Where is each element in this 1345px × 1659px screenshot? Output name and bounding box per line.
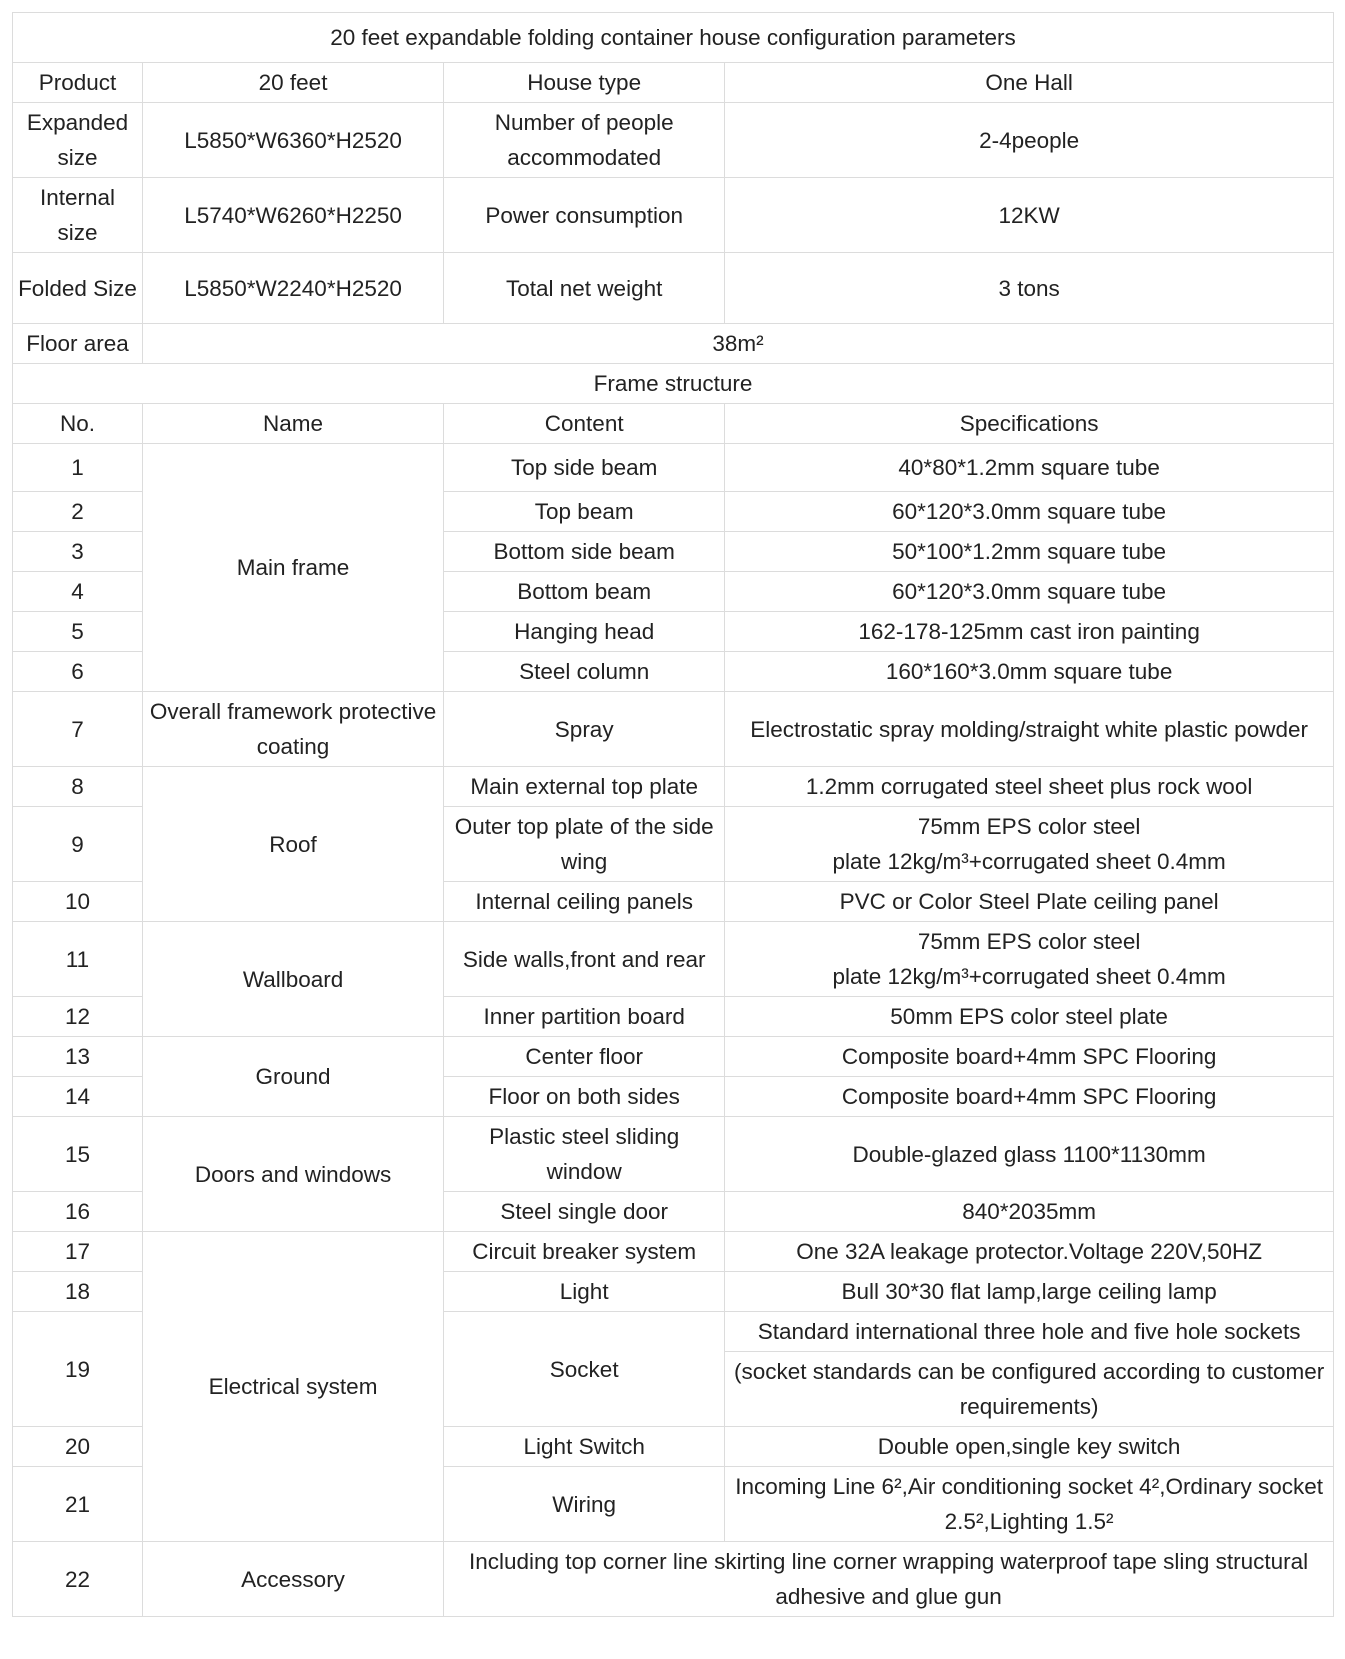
row-number: 22 — [13, 1542, 143, 1617]
config-table — [12, 12, 1334, 1617]
row-spec: Incoming Line 6²,Air conditioning socket 4²,Ordinary socket 2.5²,Lighting 1.5² — [725, 1467, 1334, 1542]
row-spec: 50*100*1.2mm square tube — [725, 532, 1334, 572]
weight-label: Total net weight — [444, 253, 725, 324]
row-content: Light Switch — [444, 1427, 725, 1467]
row-content: Wiring — [444, 1467, 725, 1542]
row-number: 19 — [13, 1312, 143, 1427]
row-spec: 160*160*3.0mm square tube — [725, 652, 1334, 692]
row-spec: (socket standards can be configured according to customer requirements) — [725, 1352, 1334, 1427]
product-label: Product — [13, 63, 143, 103]
product-value: 20 feet — [142, 63, 443, 103]
row-spec: Electrostatic spray molding/straight white plastic powder — [725, 692, 1334, 767]
expanded-size-value: L5850*W6360*H2520 — [142, 103, 443, 178]
row-content: Steel single door — [444, 1192, 725, 1232]
config-row — [13, 324, 1334, 364]
row-number: 3 — [13, 532, 143, 572]
row-spec — [725, 807, 1334, 882]
row-number: 4 — [13, 572, 143, 612]
row-content: Spray — [444, 692, 725, 767]
row-content: Bottom beam — [444, 572, 725, 612]
table-row — [13, 1232, 1334, 1272]
row-content: Hanging head — [444, 612, 725, 652]
table-row — [13, 444, 1334, 492]
house-type-label: House type — [444, 63, 725, 103]
row-content: Light — [444, 1272, 725, 1312]
row-content: Internal ceiling panels — [444, 882, 725, 922]
row-number: 5 — [13, 612, 143, 652]
group-name: Doors and windows — [142, 1117, 443, 1232]
group-name: Electrical system — [142, 1232, 443, 1542]
row-content: Outer top plate of the side wing — [444, 807, 725, 882]
table-row — [13, 692, 1334, 767]
row-number: 12 — [13, 997, 143, 1037]
group-name: Wallboard — [142, 922, 443, 1037]
row-number: 21 — [13, 1467, 143, 1542]
table-row — [13, 1117, 1334, 1192]
config-table-wrapper — [12, 12, 1334, 1617]
row-content: Socket — [444, 1312, 725, 1427]
row-content: Steel column — [444, 652, 725, 692]
internal-size-value: L5740*W6260*H2250 — [142, 178, 443, 253]
row-spec — [725, 922, 1334, 997]
row-spec: Double open,single key switch — [725, 1427, 1334, 1467]
row-spec: Including top corner line skirting line corner wrapping waterproof tape sling structural adhesive and glue gun — [444, 1542, 1334, 1617]
row-number: 18 — [13, 1272, 143, 1312]
row-content: Bottom side beam — [444, 532, 725, 572]
group-name: Main frame — [142, 444, 443, 692]
config-row — [13, 178, 1334, 253]
row-spec: Composite board+4mm SPC Flooring — [725, 1077, 1334, 1117]
row-number: 16 — [13, 1192, 143, 1232]
floor-area-label: Floor area — [13, 324, 143, 364]
row-number: 17 — [13, 1232, 143, 1272]
table-row — [13, 1037, 1334, 1077]
weight-value: 3 tons — [725, 253, 1334, 324]
table-title: 20 feet expandable folding container house configuration parameters — [13, 13, 1334, 63]
header-row — [13, 404, 1334, 444]
title-row — [13, 13, 1334, 63]
row-spec: PVC or Color Steel Plate ceiling panel — [725, 882, 1334, 922]
row-number: 9 — [13, 807, 143, 882]
people-value: 2-4people — [725, 103, 1334, 178]
expanded-size-label: Expanded size — [13, 103, 143, 178]
group-name: Roof — [142, 767, 443, 922]
house-type-value: One Hall — [725, 63, 1334, 103]
table-row — [13, 767, 1334, 807]
row-spec-line: plate 12kg/m³+corrugated sheet 0.4mm — [832, 849, 1226, 874]
row-spec: Composite board+4mm SPC Flooring — [725, 1037, 1334, 1077]
row-spec: 40*80*1.2mm square tube — [725, 444, 1334, 492]
col-header-no: No. — [13, 404, 143, 444]
col-header-content: Content — [444, 404, 725, 444]
row-spec: Double-glazed glass 1100*1130mm — [725, 1117, 1334, 1192]
group-name: Ground — [142, 1037, 443, 1117]
row-spec: 840*2035mm — [725, 1192, 1334, 1232]
row-spec: 60*120*3.0mm square tube — [725, 492, 1334, 532]
row-content: Main external top plate — [444, 767, 725, 807]
col-header-spec: Specifications — [725, 404, 1334, 444]
power-label: Power consumption — [444, 178, 725, 253]
col-header-name: Name — [142, 404, 443, 444]
row-number: 11 — [13, 922, 143, 997]
row-number: 2 — [13, 492, 143, 532]
row-number: 14 — [13, 1077, 143, 1117]
row-spec-line: 75mm EPS color steel — [917, 929, 1141, 954]
floor-area-value: 38m² — [142, 324, 1333, 364]
section-row — [13, 364, 1334, 404]
row-content: Top beam — [444, 492, 725, 532]
row-number: 20 — [13, 1427, 143, 1467]
table-row — [13, 1542, 1334, 1617]
row-content: Side walls,front and rear — [444, 922, 725, 997]
row-spec: 1.2mm corrugated steel sheet plus rock wool — [725, 767, 1334, 807]
folded-size-value: L5850*W2240*H2520 — [142, 253, 443, 324]
row-content: Center floor — [444, 1037, 725, 1077]
row-content: Circuit breaker system — [444, 1232, 725, 1272]
row-spec: 50mm EPS color steel plate — [725, 997, 1334, 1037]
internal-size-label: Internal size — [13, 178, 143, 253]
config-row — [13, 103, 1334, 178]
row-content: Top side beam — [444, 444, 725, 492]
table-row — [13, 922, 1334, 997]
folded-size-label: Folded Size — [13, 253, 143, 324]
row-number: 8 — [13, 767, 143, 807]
row-content: Plastic steel sliding window — [444, 1117, 725, 1192]
row-content: Inner partition board — [444, 997, 725, 1037]
row-spec: 162-178-125mm cast iron painting — [725, 612, 1334, 652]
row-spec: One 32A leakage protector.Voltage 220V,50HZ — [725, 1232, 1334, 1272]
row-number: 7 — [13, 692, 143, 767]
power-value: 12KW — [725, 178, 1334, 253]
config-row — [13, 63, 1334, 103]
row-number: 10 — [13, 882, 143, 922]
row-spec: 60*120*3.0mm square tube — [725, 572, 1334, 612]
row-spec: Bull 30*30 flat lamp,large ceiling lamp — [725, 1272, 1334, 1312]
row-number: 6 — [13, 652, 143, 692]
row-number: 15 — [13, 1117, 143, 1192]
config-row — [13, 253, 1334, 324]
row-number: 1 — [13, 444, 143, 492]
group-name: Accessory — [142, 1542, 443, 1617]
group-name: Overall framework protective coating — [142, 692, 443, 767]
row-spec: Standard international three hole and five hole sockets — [725, 1312, 1334, 1352]
people-label: Number of people accommodated — [444, 103, 725, 178]
row-spec-line: plate 12kg/m³+corrugated sheet 0.4mm — [832, 964, 1226, 989]
row-number: 13 — [13, 1037, 143, 1077]
row-content: Floor on both sides — [444, 1077, 725, 1117]
row-spec-line: 75mm EPS color steel — [917, 814, 1141, 839]
section-title: Frame structure — [13, 364, 1334, 404]
